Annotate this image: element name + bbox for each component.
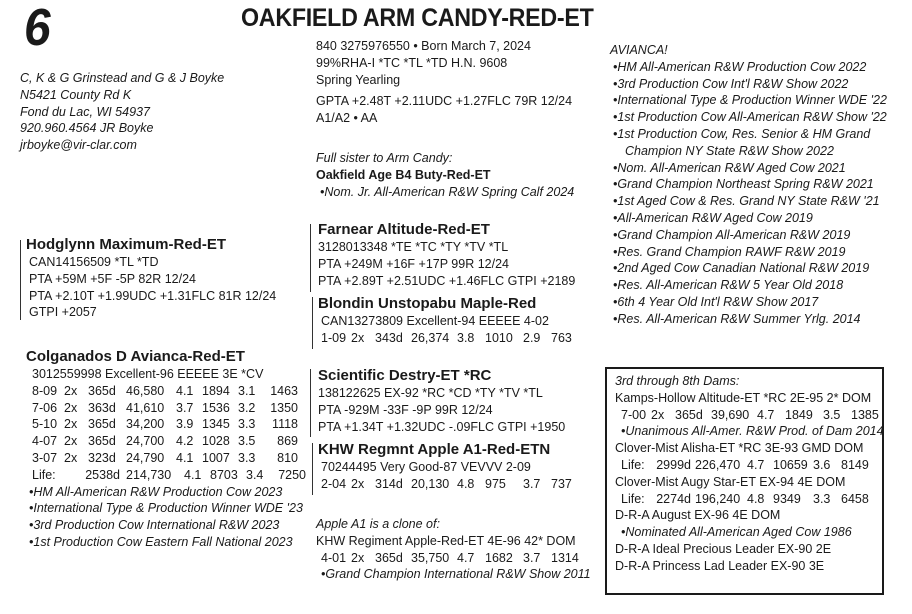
animal-rha-line: 99%RHA-I *TC *TL *TD H.N. 9608 <box>316 55 508 70</box>
msd-bracket <box>312 297 313 349</box>
record-cell: 2x <box>64 434 78 449</box>
dam3-name: Kamps-Hollow Altitude-ET *RC 2E-95 2* DOM <box>615 390 872 405</box>
record-cell: 2274d <box>656 491 691 506</box>
avianca-award: •Grand Champion All-American R&W 2019 <box>613 227 851 242</box>
record-cell: 4-01 <box>321 550 347 565</box>
sire-block <box>318 220 575 289</box>
sire-bracket <box>310 224 311 292</box>
dam-award: •International Type & Production Winner WDE '23 <box>29 501 303 516</box>
record-cell: 763 <box>551 330 572 345</box>
avianca-award: •2nd Aged Cow Canadian National R&W 2019 <box>613 261 870 276</box>
record-cell: 1010 <box>485 330 513 345</box>
record-cell: 1-09 <box>321 330 347 345</box>
record-cell: 737 <box>551 476 572 491</box>
pgs-bracket <box>20 240 21 320</box>
record-cell: 39,690 <box>711 407 750 422</box>
record-cell: 26,374 <box>411 330 450 345</box>
record-cell: 2x <box>651 407 665 422</box>
dam8-name: D-R-A Princess Lad Leader EX-90 3E <box>615 558 825 573</box>
dams-box-header: 3rd through 8th Dams: <box>615 374 740 388</box>
dam7-name: D-R-A Ideal Precious Leader EX-90 2E <box>615 541 832 556</box>
record-cell: 4.1 <box>176 450 194 465</box>
msd-line1: CAN13273809 Excellent-94 EEEEE 4-02 <box>321 314 549 328</box>
consignor-block <box>20 70 224 154</box>
dam5-life <box>615 491 885 508</box>
dam6-award: •Nominated All-American Aged Cow 1986 <box>621 525 852 540</box>
record-cell: 4.1 <box>176 383 194 398</box>
record-cell: 1536 <box>202 400 230 415</box>
dam4-life <box>615 457 885 474</box>
record-cell: 1463 <box>270 383 298 398</box>
mgs-line2: PTA -929M -33F -9P 99R 12/24 <box>318 402 493 417</box>
animal-a2: A1/A2 • AA <box>316 111 378 126</box>
record-cell: 1849 <box>785 407 813 422</box>
avianca-award: •6th 4 Year Old Int'l R&W Show 2017 <box>613 294 819 309</box>
pgs-line4: GTPI +2057 <box>29 305 97 320</box>
record-cell: 323d <box>88 450 116 465</box>
record-cell: 34,200 <box>126 417 165 432</box>
record-cell: 3.3 <box>238 417 256 432</box>
dam3-record <box>615 407 885 424</box>
record-cell: 2x <box>64 400 78 415</box>
record-cell: 4.7 <box>747 457 765 472</box>
dam-line1: 3012559998 Excellent-96 EEEEE 3E *CV <box>32 367 264 381</box>
avianca-award: •Res. All-American R&W 5 Year Old 2018 <box>613 278 844 293</box>
record-cell: 9349 <box>773 491 801 506</box>
full-sister-note: •Nom. Jr. All-American R&W Spring Calf 2024 <box>320 184 575 199</box>
avianca-award: •Res. Grand Champion RAWF R&W 2019 <box>613 244 846 259</box>
mgs-line3: PTA +1.34T +1.32UDC -.09FLC GTPI +1950 <box>318 419 566 434</box>
full-sister-name: Oakfield Age B4 Buty-Red-ET <box>316 167 491 182</box>
record-cell: 365d <box>88 383 116 398</box>
consignor-name: C, K & G Grinstead and G & J Boyke <box>20 71 225 85</box>
avianca-header: AVIANCA! <box>610 43 668 57</box>
record-cell: 3.7 <box>523 550 541 565</box>
record-cell: 2999d <box>656 457 691 472</box>
mgs-name: Scientific Destry-ET *RC <box>318 367 492 384</box>
dams-box <box>605 367 884 595</box>
record-cell: Life: <box>621 491 645 506</box>
consignor-phone: 920.960.4564 JR Boyke <box>20 121 154 136</box>
record-cell: 2x <box>351 550 365 565</box>
avianca-award: •International Type & Production Winner WDE '22 <box>613 93 887 108</box>
record-cell: 365d <box>375 550 403 565</box>
mmd-block <box>318 440 581 493</box>
record-cell: 41,610 <box>126 400 165 415</box>
mgs-block <box>318 366 565 435</box>
sire-name: Farnear Altitude-Red-ET <box>318 221 490 238</box>
record-cell: 3.1 <box>238 383 256 398</box>
avianca-award: •1st Aged Cow & Res. Grand NY State R&W '21 <box>613 194 880 209</box>
record-cell: 3.7 <box>176 400 194 415</box>
consignor-address1: N5421 County Rd K <box>20 87 132 102</box>
mmd-bracket <box>312 443 313 495</box>
record-cell: 314d <box>375 476 403 491</box>
avianca-award: •Res. All-American R&W Summer Yrlg. 2014 <box>613 311 861 326</box>
full-sister-intro: Full sister to Arm Candy: <box>316 151 453 165</box>
msd-name: Blondin Unstopabu Maple-Red <box>318 295 537 312</box>
avianca-award: •Grand Champion Northeast Spring R&W 2021 <box>613 177 874 192</box>
record-cell: 1118 <box>272 417 298 432</box>
avianca-award: •All-American R&W Aged Cow 2019 <box>613 210 813 225</box>
record-cell: 365d <box>675 407 703 422</box>
avianca-award: •Nom. All-American R&W Aged Cow 2021 <box>613 160 846 175</box>
pgs-line3: PTA +2.10T +1.99UDC +1.31FLC 81R 12/24 <box>29 288 277 303</box>
lot-number: 6 <box>24 0 49 57</box>
record-cell: 343d <box>375 330 403 345</box>
page-title: OAKFIELD ARM CANDY-RED-ET <box>241 4 594 32</box>
record-cell: 365d <box>88 417 116 432</box>
record-cell: 2x <box>64 383 78 398</box>
record-cell: 7250 <box>278 467 306 482</box>
dam6-name: D-R-A August EX-96 4E DOM <box>615 508 781 523</box>
clone-line1: KHW Regiment Apple-Red-ET 4E-96 42* DOM <box>316 533 576 548</box>
record-cell: 2x <box>64 417 78 432</box>
dam4-name: Clover-Mist Alisha-ET *RC 3E-93 GMD DOM <box>615 441 864 456</box>
record-cell: 1314 <box>551 550 579 565</box>
sire-line1: 3128013348 *TE *TC *TY *TV *TL <box>318 240 509 254</box>
clone-record <box>316 550 591 567</box>
record-cell: 2x <box>64 450 78 465</box>
record-cell: 7-06 <box>32 400 58 415</box>
record-cell: 8-09 <box>32 383 58 398</box>
mgs-line1: 138122625 EX-92 *RC *CD *TY *TV *TL <box>318 386 543 400</box>
dam-name: Colganados D Avianca-Red-ET <box>26 348 245 365</box>
animal-id-line: 840 3275976550 • Born March 7, 2024 <box>316 39 531 53</box>
record-cell: 2538d <box>85 467 120 482</box>
record-cell: 1345 <box>202 417 230 432</box>
record-cell: 4.7 <box>457 550 475 565</box>
consignor-address2: Fond du Lac, WI 54937 <box>20 104 150 119</box>
record-cell: 810 <box>277 450 298 465</box>
record-cell: 1007 <box>202 450 230 465</box>
record-cell: 8149 <box>841 457 869 472</box>
record-cell: 1028 <box>202 434 230 449</box>
avianca-award: •1st Production Cow All-American R&W Show '22 <box>613 110 887 125</box>
consignor-email: jrboyke@vir-clar.com <box>20 138 137 153</box>
record-cell: 5-10 <box>32 417 58 432</box>
record-cell: 4.8 <box>457 476 475 491</box>
record-cell: 20,130 <box>411 476 450 491</box>
record-cell: 35,750 <box>411 550 450 565</box>
record-cell: 24,790 <box>126 450 165 465</box>
record-cell: Life: <box>621 457 645 472</box>
record-cell: 3.9 <box>176 417 194 432</box>
record-cell: 3.8 <box>457 330 475 345</box>
record-cell: 3.2 <box>238 400 256 415</box>
record-cell: 3.4 <box>246 467 264 482</box>
pgs-line1: CAN14156509 *TL *TD <box>29 255 159 269</box>
animal-class: Spring Yearling <box>316 72 401 87</box>
mmd-name: KHW Regmnt Apple A1-Red-ETN <box>318 441 551 458</box>
avianca-award: •3rd Production Cow Int'l R&W Show 2022 <box>613 76 849 91</box>
pgs-line2: PTA +59M +5F -5P 82R 12/24 <box>29 271 196 286</box>
avianca-award: Champion NY State R&W Show 2022 <box>625 143 834 158</box>
mmd-record <box>318 476 581 493</box>
record-cell: 24,700 <box>126 434 165 449</box>
record-cell: 1350 <box>270 400 298 415</box>
dam3-award: •Unanimous All-Amer. R&W Prod. of Dam 2014 <box>621 424 884 439</box>
dam-lifetime <box>26 467 306 484</box>
record-cell: 3.5 <box>238 434 256 449</box>
record-cell: 869 <box>277 434 298 449</box>
animal-info <box>316 38 572 127</box>
record-cell: 975 <box>485 476 506 491</box>
avianca-awards <box>610 42 887 328</box>
clone-block <box>316 516 591 583</box>
clone-award: •Grand Champion International R&W Show 2011 <box>321 567 591 582</box>
mmd-line1: 70244495 Very Good-87 VEVVV 2-09 <box>321 460 531 474</box>
animal-gpta: GPTA +2.48T +2.11UDC +1.27FLC 79R 12/24 <box>316 94 573 109</box>
record-cell: 4.2 <box>176 434 194 449</box>
record-cell: 4.8 <box>747 491 765 506</box>
record-cell: 1385 <box>851 407 879 422</box>
record-cell: Life: <box>32 467 56 482</box>
clone-intro: Apple A1 is a clone of: <box>316 517 440 531</box>
record-cell: 2x <box>351 476 365 491</box>
record-cell: 3.5 <box>823 407 841 422</box>
record-cell: 3.3 <box>238 450 256 465</box>
record-cell: 10659 <box>773 457 808 472</box>
record-cell: 1894 <box>202 383 230 398</box>
dam-award: •1st Production Cow Eastern Fall National 2023 <box>29 534 293 549</box>
record-cell: 1682 <box>485 550 513 565</box>
msd-block <box>318 294 581 347</box>
record-cell: 2x <box>351 330 365 345</box>
dam-block <box>26 347 306 551</box>
record-cell: 196,240 <box>695 491 741 506</box>
record-cell: 226,470 <box>695 457 741 472</box>
mgs-bracket <box>310 369 311 437</box>
record-cell: 3.3 <box>813 491 831 506</box>
dam-award: •HM All-American R&W Production Cow 2023 <box>29 484 283 499</box>
msd-record <box>318 330 581 347</box>
avianca-award: •HM All-American R&W Production Cow 2022 <box>613 59 867 74</box>
dam-award: •3rd Production Cow International R&W 2023 <box>29 518 280 533</box>
sire-line2: PTA +249M +16F +17P 99R 12/24 <box>318 256 509 271</box>
dam-records <box>26 383 306 467</box>
dam5-name: Clover-Mist Augy Star-ET EX-94 4E DOM <box>615 474 846 489</box>
pgs-block <box>26 235 276 321</box>
record-cell: 4.7 <box>757 407 775 422</box>
full-sister-block <box>316 150 574 200</box>
record-cell: 8703 <box>210 467 238 482</box>
pgs-name: Hodglynn Maximum-Red-ET <box>26 236 227 253</box>
record-cell: 6458 <box>841 491 869 506</box>
sire-line3: PTA +2.89T +2.51UDC +1.46FLC GTPI +2189 <box>318 273 576 288</box>
record-cell: 2-04 <box>321 476 347 491</box>
avianca-award: •1st Production Cow, Res. Senior & HM Grand <box>613 126 871 141</box>
record-cell: 3.6 <box>813 457 831 472</box>
record-cell: 214,730 <box>126 467 172 482</box>
record-cell: 3-07 <box>32 450 58 465</box>
record-cell: 4-07 <box>32 434 58 449</box>
record-cell: 363d <box>88 400 116 415</box>
record-cell: 46,580 <box>126 383 165 398</box>
record-cell: 2.9 <box>523 330 541 345</box>
record-cell: 365d <box>88 434 116 449</box>
record-cell: 7-00 <box>621 407 647 422</box>
record-cell: 3.7 <box>523 476 541 491</box>
record-cell: 4.1 <box>184 467 202 482</box>
